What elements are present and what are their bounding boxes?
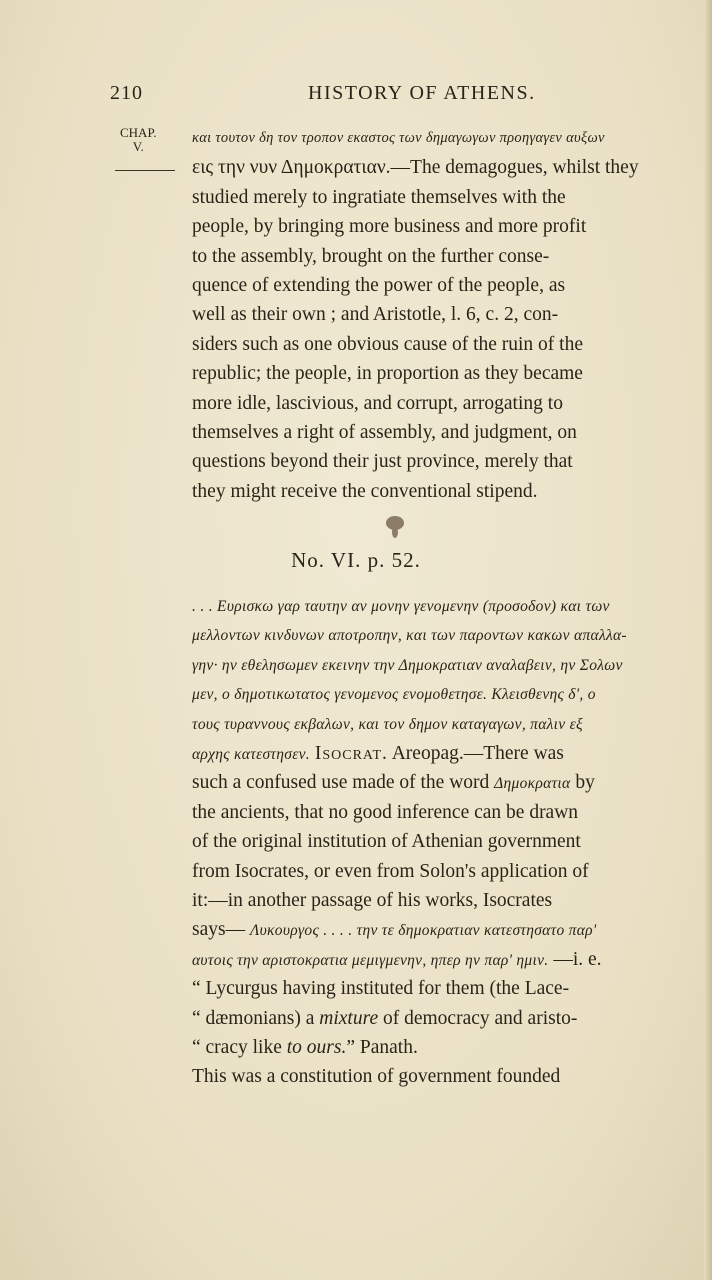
text-line: from Isocrates, or even from Solon's application of (192, 860, 589, 882)
greek-phrase: αυτοις την αριστοκρατια μεμιγμενην, ηπερ ην παρ' ημιν. (192, 951, 549, 969)
greek-phrase: Λυκουργος . . . . την τε δημοκρατιαν κατεστησατο παρ' (249, 922, 597, 940)
chapter-label: CHAP. (120, 125, 157, 140)
page-edge (704, 0, 712, 1280)
margin-rule (115, 170, 175, 171)
greek-word: Δημοκρατια (494, 775, 571, 793)
text-line: themselves a right of assembly, and judgment, on (192, 421, 577, 443)
text-line: This was a constitution of government founded (192, 1066, 561, 1088)
page-header (110, 82, 560, 108)
text-fragment: “ cracy like (192, 1036, 282, 1058)
section-heading: No. VI. p. 52. (291, 548, 421, 572)
page-number: 210 (110, 82, 143, 104)
text-fragment: by (575, 772, 595, 794)
text-line: of the original institution of Athenian government (192, 831, 581, 853)
greek-phrase: αρχης κατεστησεν. (192, 746, 310, 763)
greek-line: μελλοντων κινδυνων αποτροπην, και των παροντων κακων απαλλα- (192, 627, 627, 645)
text-fragment: says— (192, 919, 246, 941)
text-line: more idle, lascivious, and corrupt, arrogating to (192, 392, 563, 414)
text-fragment: Areopag.—There was (391, 743, 564, 764)
text-line: studied merely to ingratiate themselves with the (192, 186, 566, 208)
text-line: questions beyond their just province, merely that (192, 451, 573, 473)
text-line: εις την νυν Δημοκρατιαν.—The demagogues, whilst they (192, 157, 639, 179)
greek-line: μεν, ο δημοτικωτατος γενομενος ενομοθετησε. Κλεισθενης δ', ο (192, 686, 596, 704)
greek-line: . . . Ευρισκω γαρ ταυτην αν μονην γενομενην (προσοδον) και των (192, 598, 610, 615)
text-fragment: such a confused use made of the word (192, 772, 490, 794)
text-line: quence of extending the power of the people, as (192, 274, 566, 296)
chapter-number: V. (132, 139, 144, 154)
text-line: the ancients, that no good inference can be drawn (192, 801, 579, 823)
text-line: well as their own ; and Aristotle, l. 6, c. 2, con- (192, 304, 559, 326)
quote-line (192, 1033, 682, 1062)
greek-quote-block (192, 592, 682, 739)
text-line: people, by bringing more business and more profit (192, 216, 587, 238)
text-line: to the assembly, brought on the further conse- (192, 245, 550, 267)
text-line (192, 915, 682, 944)
text-fragment: ” Panath. (346, 1036, 418, 1058)
text-line (192, 768, 682, 797)
quote-line: “ Lycurgus having instituted for them (the Lace- (192, 978, 570, 1000)
text-fragment: —i. e. (553, 948, 602, 970)
top-paragraph (192, 124, 682, 506)
text-line: it:—in another passage of his works, Isocrates (192, 889, 553, 911)
text-line (192, 739, 682, 768)
text-fragment: of democracy and aristo- (382, 1007, 578, 1029)
margin-chapter-note (120, 126, 157, 154)
running-title: HISTORY OF ATHENS. (308, 82, 536, 104)
greek-line: και τουτον δη τον τροπον εκαστος των δημαγωγων προηγαγεν αυξων (192, 130, 605, 146)
text-line (192, 945, 682, 974)
italic-word: mixture (319, 1007, 379, 1029)
italic-phrase: to ours. (286, 1036, 347, 1058)
greek-line: τους τυραννους εκβαλων, και τον δημον καταγαγων, παλιν εξ (192, 715, 583, 733)
ink-blot-ornament (386, 516, 404, 530)
text-line: republic; the people, in proportion as they became (192, 363, 583, 385)
main-paragraph (192, 739, 682, 1092)
text-line: siders such as one obvious cause of the ruin of the (192, 333, 583, 355)
source-citation: Isocrat. (314, 743, 388, 764)
text-line: they might receive the conventional stipend. (192, 480, 538, 502)
quote-line (192, 1004, 682, 1033)
text-fragment: “ dæmonians) a (192, 1007, 315, 1029)
greek-line: γην· ην εθελησωμεν εκεινην την Δημοκρατιαν αναλαβειν, ην Σολων (192, 656, 623, 674)
